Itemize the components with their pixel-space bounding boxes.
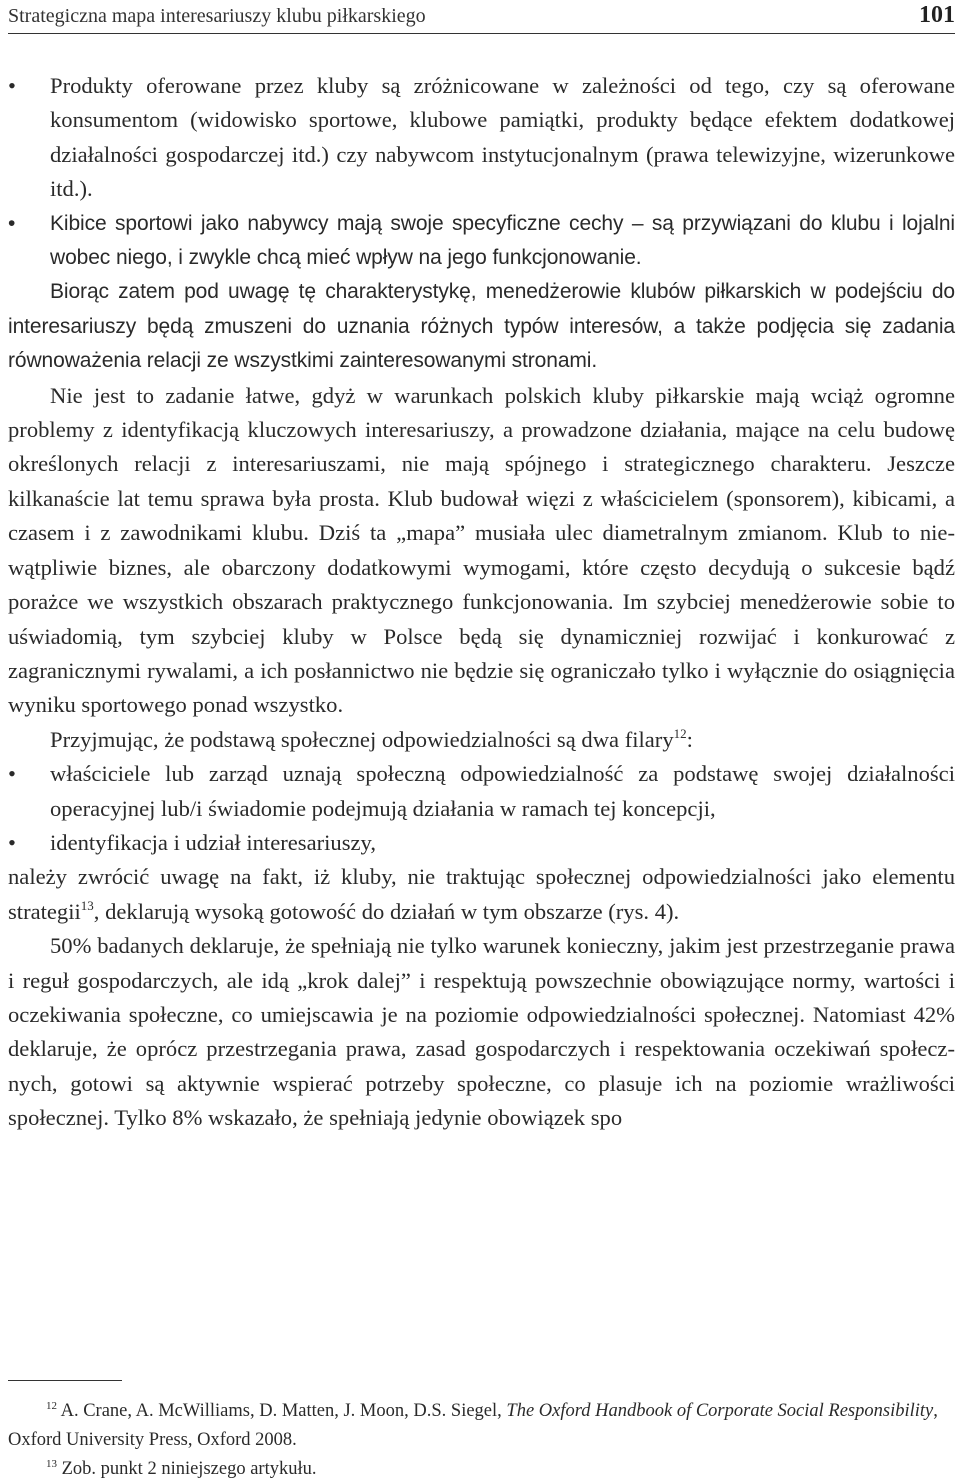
footnote-ref[interactable]: 13 xyxy=(80,897,94,913)
list-item-text: Kibice sportowi jako nabywcy mają swoje specyficzne cechy – są przywiązani do klubu i lojalni wobec niego, i zwykle chcą mieć wpływ na jego funkcjonowanie. xyxy=(50,211,955,270)
footnote-number: 13 xyxy=(46,1458,57,1470)
footnotes xyxy=(8,1397,955,1484)
list-item-text: Produkty oferowane przez kluby są zróżnicowane w zależności od tego, czy są oferowane konsumentom (widowisko sportowe, klubowe pamiątki, produkty będące efektem dodatkowej działalności gospodarczej itd.) czy nabywcom instytucjonalnym (prawa telewizyjne, wizerunkowe itd.). xyxy=(50,73,955,202)
bullet-icon: • xyxy=(8,73,16,98)
paragraph: należy zwrócić uwagę na fakt, iż kluby, nie traktując społecznej odpowiedzialności jako elementu strategii$^{13}$, deklarują wysoką gotowość do działań w tym obszarze (rys. 4). xyxy=(8,864,955,924)
bullet-icon: • xyxy=(8,829,16,855)
list-item xyxy=(8,757,955,826)
footnote-12: $^{12}$ A. Crane, A. McWilliams, D. Matten, J. Moon, D.S. Siegel, The Oxford Handbook of Corporate Social Responsibility, Oxford University Press, Oxford 2008. xyxy=(8,1400,938,1450)
body-text xyxy=(8,69,955,1136)
paragraph: Nie jest to zadanie łatwe, gdyż w warunkach polskich kluby piłkarskie mają wciąż ogromne problemy z identyfikacją kluczowych interesariuszy, a prowadzone działania, mające na celu budowę określonych relacji z interesariuszami, nie mają spójnego i strategicznego charakteru. Jeszcze kilkanaście lat temu sprawa była prosta. Klub budował więzi z właścicielem (sponsorem), kibicami, a czasem i z zawodnikami klubu. Dziś ta „mapa” musiała ulec diametralnym zmianom. Klub to niewątpliwie biznes, ale obarczony dodatkowymi wymogami, które często decydują o sukcesie bądź porażce we wszystkich obszarach praktycznego funkcjonowania. Im szybciej menedżerowie sobie to uświadomią, tym szybciej kluby w Polsce będą się dynamiczniej rozwijać i konkurować z zagranicznymi rywalami, a ich posłannictwo nie będzie się ograniczało tylko i wyłącznie do osiągnięcia wyniku sportowego ponad wszystko. xyxy=(8,382,955,718)
list-item-text: właściciele lub zarząd uznają społeczną odpowiedzialność za podstawę swojej działalności operacyjnej lub/i świadomie podejmują działania w ramach tej koncepcji, xyxy=(50,761,955,821)
list-item-text: identyfikacja i udział interesariuszy, xyxy=(50,829,377,855)
paragraph: Przyjmując, że podstawą społecznej odpowiedzialności są dwa filary$^{12}$: xyxy=(50,725,693,752)
bullet-icon: • xyxy=(8,211,16,235)
running-title: Strategiczna mapa interesariuszy klubu piłkarskiego xyxy=(8,5,426,27)
running-header xyxy=(8,0,955,34)
bullet-icon: • xyxy=(8,761,16,787)
paragraph: 50% badanych deklaruje, że spełniają nie tylko warunek konieczny, jakim jest przestrzeganie prawa i reguł gospodarczych, ale idą „krok dalej” i respektują powszechnie obowiązujące normy, wartości i oczekiwania społeczne, co umiejscawia je na poziomie odpowiedzialności społecznej. Natomiast 42% deklaruje, że oprócz przestrzegania prawa, zasad gospodarczych i respektowania oczekiwań społecznych, gotowi są aktywnie wspierać potrzeby społeczne, co plasuje ich na poziomie wrażliwości społecznej. Tylko 8% wskazało, że spełniają jedynie obowiązek spo xyxy=(8,933,955,1131)
cited-title: The Oxford Handbook of Corporate Social Responsibility xyxy=(506,1401,934,1421)
list-item xyxy=(8,826,955,860)
footnote-13: $^{13}$ Zob. punkt 2 niniejszego artykułu. xyxy=(46,1458,317,1479)
footnote-ref[interactable]: 12 xyxy=(673,725,687,741)
list-item xyxy=(8,69,955,207)
footnote-number: 12 xyxy=(46,1400,57,1412)
page-number: 101 xyxy=(919,2,955,28)
footnote-divider xyxy=(8,1380,122,1381)
list-item xyxy=(8,207,955,276)
paragraph: Biorąc zatem pod uwagę tę charakterystykę, menedżerowie klubów piłkarskich w podejściu do interesariuszy będą zmuszeni do uznania różnych typów interesów, a także podjęcia się zadania równoważenia relacji ze wszystkimi zainteresowanymi stronami. xyxy=(8,280,955,373)
